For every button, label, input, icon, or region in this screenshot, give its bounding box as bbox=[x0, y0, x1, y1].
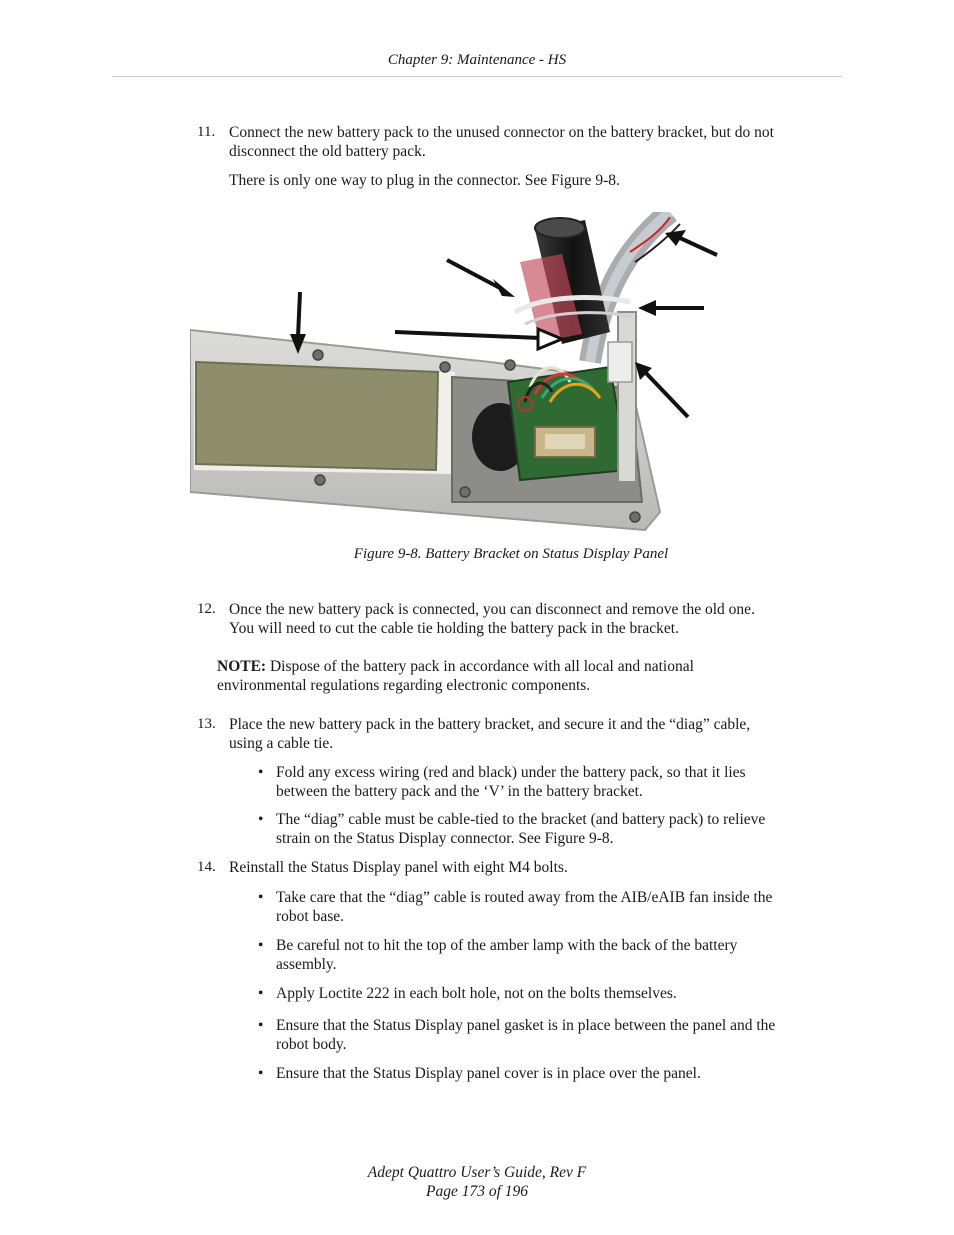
list-item bbox=[258, 810, 838, 850]
battery-bracket-photo bbox=[190, 212, 720, 532]
step-14 bbox=[197, 858, 857, 878]
step-text-line: Once the new battery pack is connected, you can disconnect and remove the old one. bbox=[229, 601, 755, 618]
note-text: Dispose of the battery pack in accordance with all local and national bbox=[266, 658, 694, 675]
list-item bbox=[258, 763, 838, 803]
step-number: 14. bbox=[197, 859, 216, 875]
list-item bbox=[258, 1064, 848, 1084]
step-text-line: You will need to cut the cable tie holding the battery pack in the bracket. bbox=[229, 620, 679, 637]
bullet-text-line: Be careful not to hit the top of the amber lamp with the back of the battery bbox=[276, 937, 738, 954]
note-text: environmental regulations regarding electronic components. bbox=[217, 677, 591, 694]
bullet-text-line: Take care that the “diag” cable is routed away from the AIB/eAIB fan inside the bbox=[276, 889, 773, 906]
figure-caption: Figure 9-8. Battery Bracket on Status Display Panel bbox=[353, 546, 669, 562]
bullet-text-line: robot body. bbox=[276, 1036, 347, 1053]
bullet-icon: • bbox=[258, 1065, 264, 1082]
bullet-icon: • bbox=[258, 811, 264, 828]
list-item bbox=[258, 936, 848, 976]
step-11-note: There is only one way to plug in the connector. See Figure 9-8. bbox=[229, 172, 620, 189]
footer-title: Adept Quattro User’s Guide, Rev F bbox=[367, 1164, 587, 1181]
page-footer bbox=[0, 1163, 954, 1201]
note-label: NOTE: bbox=[217, 658, 267, 675]
bullet-text-line: Ensure that the Status Display panel gasket is in place between the panel and the bbox=[276, 1017, 776, 1034]
bullet-text-line: strain on the Status Display connector. See Figure 9-8. bbox=[276, 830, 614, 847]
step-text-line: disconnect the old battery pack. bbox=[229, 143, 426, 160]
list-item bbox=[258, 1016, 848, 1056]
step-number: 13. bbox=[197, 716, 216, 732]
bullet-text-line: between the battery pack and the ‘V’ in the battery bracket. bbox=[276, 783, 643, 800]
list-item bbox=[258, 984, 848, 1004]
bullet-text-line: Fold any excess wiring (red and black) under the battery pack, so that it lies bbox=[276, 764, 746, 781]
bullet-text-line: robot base. bbox=[276, 908, 345, 925]
bullet-text-line: assembly. bbox=[276, 956, 337, 973]
header-divider bbox=[112, 76, 842, 77]
bullet-icon: • bbox=[258, 985, 264, 1002]
figure-battery-bracket bbox=[190, 212, 720, 532]
bullet-text-line: Ensure that the Status Display panel cover is in place over the panel. bbox=[276, 1065, 701, 1082]
list-item bbox=[258, 888, 848, 928]
step-12 bbox=[197, 600, 857, 640]
bullet-icon: • bbox=[258, 937, 264, 954]
bullet-icon: • bbox=[258, 764, 264, 781]
step-text-line: Connect the new battery pack to the unused connector on the battery bracket, but do not bbox=[229, 124, 774, 141]
step-13 bbox=[197, 715, 857, 755]
step-number: 11. bbox=[197, 124, 216, 140]
step-11 bbox=[197, 123, 857, 163]
step-number: 12. bbox=[197, 601, 216, 617]
bullet-icon: • bbox=[258, 889, 264, 906]
note-block bbox=[217, 657, 694, 695]
bullet-text-line: Apply Loctite 222 in each bolt hole, not on the bolts themselves. bbox=[276, 985, 677, 1002]
page-number: Page 173 of 196 bbox=[425, 1183, 529, 1200]
step-text-line: Place the new battery pack in the battery bracket, and secure it and the “diag” cable, bbox=[229, 716, 751, 733]
bullet-text-line: The “diag” cable must be cable-tied to the bracket (and battery pack) to relieve bbox=[276, 811, 766, 828]
page-header: Chapter 9: Maintenance - HS bbox=[387, 52, 567, 68]
step-text-line: using a cable tie. bbox=[229, 735, 334, 752]
step-text-line: Reinstall the Status Display panel with eight M4 bolts. bbox=[229, 859, 568, 876]
bullet-icon: • bbox=[258, 1017, 264, 1034]
